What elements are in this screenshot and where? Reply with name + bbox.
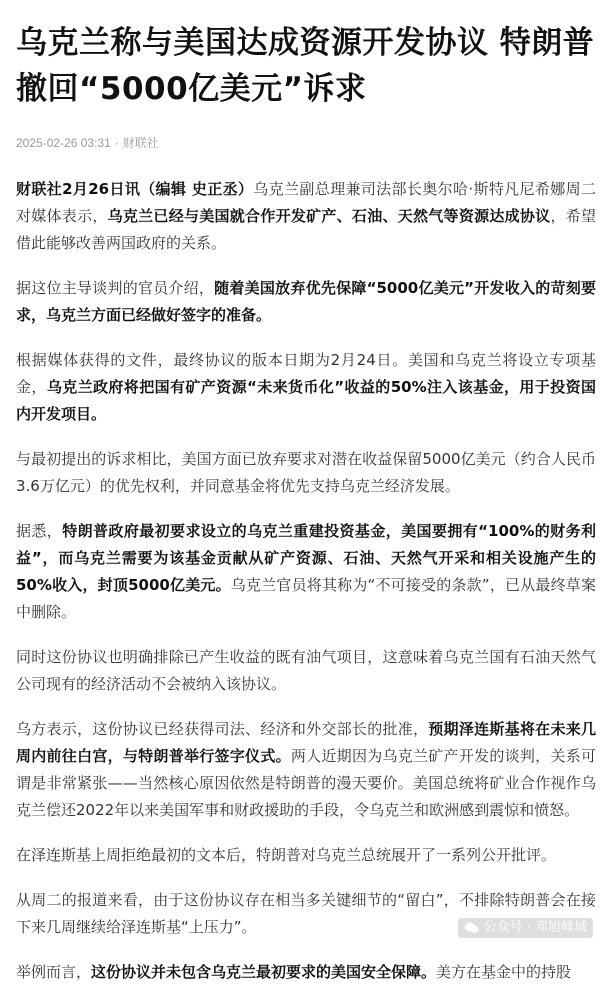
paragraph-text: 同时这份协议也明确排除已产生收益的既有油气项目，这意味着乌克兰国有石油天然气公司现有的经济活动不会被纳入该协议。 xyxy=(16,648,596,693)
bold-text: 预期泽连斯基将在未来几周内前往白宫，与特朗普举行签字仪式。 xyxy=(16,720,596,765)
article-paragraph xyxy=(16,842,596,869)
paragraph-text: 两人近期因为乌克兰矿产开发的谈判，关系可谓是非常紧张——当然核心原因依然是特朗普的漫天要价。美国总统将矿业合作视作乌克兰偿还2022年以来美国军事和财政援助的手段，令乌克兰和欧洲感到震惊和愤怒。 xyxy=(16,747,596,819)
bold-text: 特朗普政府最初要求设立的乌克兰重建投资基金，美国要拥有“100%的财务利益”，而乌克兰需要为该基金贡献从矿产资源、石油、天然气开采和相关设施产生的50%收入，封顶5000亿美元。 xyxy=(16,522,596,594)
paragraph-text: 根据媒体获得的文件，最终协议的版本日期为2月24日。美国和乌克兰将设立专项基金， xyxy=(16,351,596,396)
paragraph-text: 举例而言， xyxy=(16,963,92,981)
paragraph-text: 与最初提出的诉求相比，美国方面已放弃要求对潜在收益保留5000亿美元（约合人民币3.6万亿元）的优先权利，并同意基金将优先支持乌克兰经济发展。 xyxy=(16,450,596,495)
article xyxy=(16,0,596,1004)
paragraph-text: 乌方表示，这份协议已经获得司法、经济和外交部长的批准， xyxy=(16,720,429,738)
article-paragraph xyxy=(16,959,596,986)
paragraph-text: 从周二的报道来看，由于这份协议存在相当多关键细节的“留白”，不排除特朗普会在接下来几周继续给泽连斯基“上压力”。 xyxy=(16,891,596,936)
source-name: 财联社 xyxy=(122,136,159,150)
bold-text: 随着美国放弃优先保障“5000亿美元”开发收入的苛刻要求，乌克兰方面已经做好签字的准备。 xyxy=(16,279,596,324)
bold-text: 这份协议并未包含乌克兰最初要求的美国安全保障。 xyxy=(91,963,437,981)
paragraph-text: 在泽连斯基上周拒绝最初的文本后，特朗普对乌克兰总统展开了一系列公开批评。 xyxy=(16,846,557,864)
publish-date: 2025-02-26 03:31 xyxy=(16,136,111,150)
watermark-text: 公众号 · 邓旭峰城 xyxy=(483,920,587,935)
article-paragraph xyxy=(16,446,596,500)
article-paragraph xyxy=(16,644,596,698)
article-body xyxy=(16,176,596,986)
article-paragraph xyxy=(16,347,596,428)
watermark xyxy=(458,918,593,938)
paragraph-text: 乌克兰副总理兼司法部长奥尔哈·斯特凡尼希娜周二对媒体表示， xyxy=(16,180,596,225)
article-meta xyxy=(16,134,596,152)
bold-text: 乌克兰政府将把国有矿产资源“未来货币化”收益的50%注入该基金，用于投资国内开发项目。 xyxy=(16,378,596,423)
paragraph-text: 乌克兰官员将其称为“不可接受的条款”，已从最终草案中删除。 xyxy=(16,576,597,621)
article-paragraph xyxy=(16,716,596,824)
paragraph-text: ，希望借此能够改善两国政府的关系。 xyxy=(16,207,596,252)
article-title: 乌克兰称与美国达成资源开发协议 特朗普撤回“5000亿美元”诉求 xyxy=(16,25,595,107)
meta-separator: · xyxy=(114,136,119,150)
bold-text: 财联社2月26日讯（编辑 史正丞） xyxy=(16,180,254,198)
wechat-icon xyxy=(464,921,480,935)
article-paragraph xyxy=(16,518,596,626)
paragraph-text: 据这位主导谈判的官员介绍， xyxy=(16,279,215,297)
paragraph-text: 美方在基金中的持股 xyxy=(436,963,572,981)
paragraph-text: 据悉， xyxy=(16,522,63,540)
article-paragraph xyxy=(16,176,596,257)
bold-text: 乌克兰已经与美国就合作开发矿产、石油、天然气等资源达成协议 xyxy=(107,207,551,225)
article-paragraph xyxy=(16,275,596,329)
